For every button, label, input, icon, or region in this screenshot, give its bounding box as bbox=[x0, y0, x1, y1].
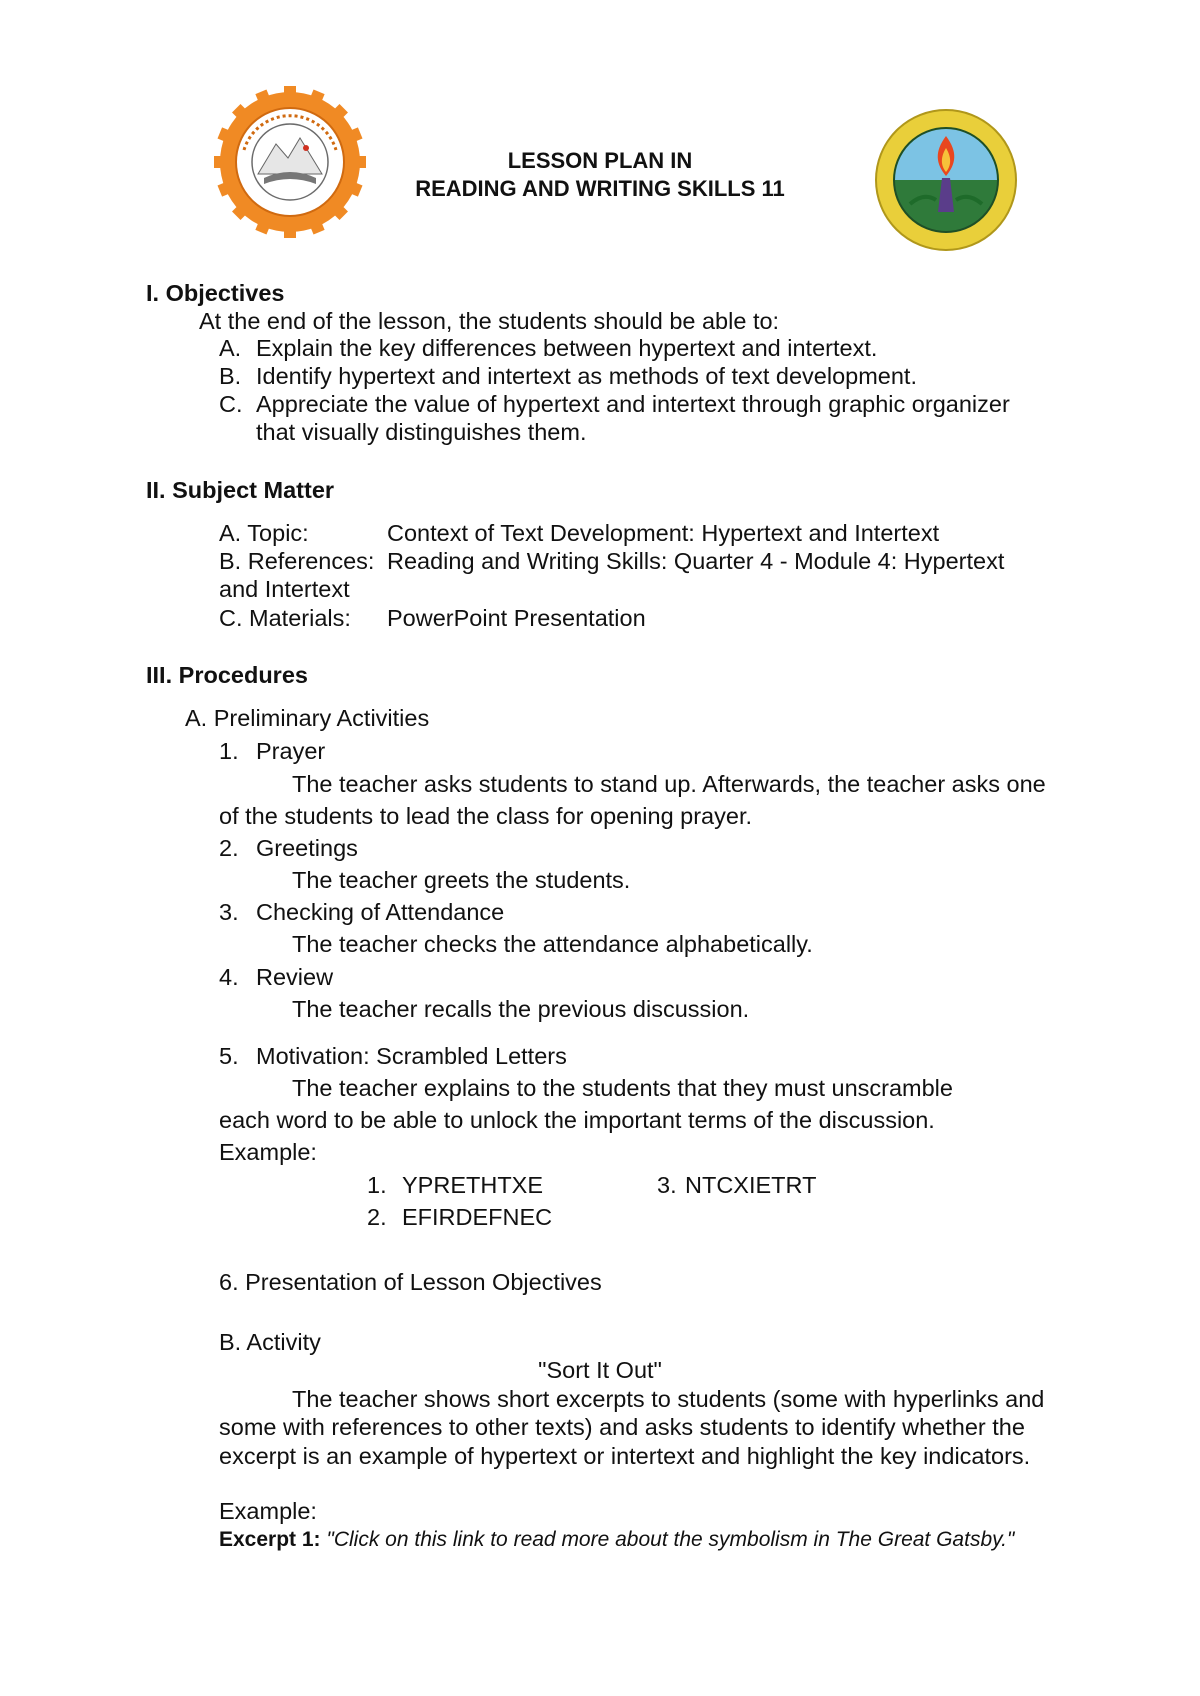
step-description: The teacher recalls the previous discussion. bbox=[292, 996, 750, 1022]
references-value: Reading and Writing Skills: Quarter 4 - Module 4: Hypertext bbox=[387, 548, 1005, 574]
step-number: 3. bbox=[219, 899, 239, 925]
step-title: Checking of Attendance bbox=[256, 899, 505, 925]
step-title: Greetings bbox=[256, 835, 358, 861]
step-description: The teacher greets the students. bbox=[292, 867, 631, 893]
objective-text-continued: that visually distinguishes them. bbox=[256, 419, 587, 445]
step-number: 5. bbox=[219, 1043, 239, 1069]
objectives-heading: I. Objectives bbox=[146, 280, 285, 306]
activity-example-label: Example: bbox=[219, 1498, 317, 1524]
subject-matter-heading: II. Subject Matter bbox=[146, 477, 335, 503]
topic-value: Context of Text Development: Hypertext and Intertext bbox=[387, 520, 940, 546]
excerpt-1-label: Excerpt 1: bbox=[219, 1528, 321, 1551]
procedures-heading: III. Procedures bbox=[146, 662, 308, 688]
excerpt-1-text: "Click on this link to read more about the symbolism in The Great Gatsby." bbox=[326, 1528, 1015, 1551]
step-description-continued: each word to be able to unlock the important terms of the discussion. bbox=[219, 1107, 935, 1133]
topic-label: A. Topic: bbox=[219, 520, 309, 546]
scrambled-word: EFIRDEFNEC bbox=[402, 1204, 553, 1230]
materials-value: PowerPoint Presentation bbox=[387, 605, 646, 631]
step-6: 6. Presentation of Lesson Objectives bbox=[219, 1269, 602, 1295]
activity-description: some with references to other texts) and asks students to identify whether the bbox=[219, 1414, 1025, 1440]
objective-marker: A. bbox=[219, 335, 242, 361]
step-title: Prayer bbox=[256, 738, 326, 764]
step-description-continued: of the students to lead the class for opening prayer. bbox=[219, 803, 753, 829]
excerpt-1 bbox=[219, 1529, 1014, 1550]
activity-heading: B. Activity bbox=[219, 1329, 321, 1355]
objective-marker: B. bbox=[219, 363, 242, 389]
objective-marker: C. bbox=[219, 391, 243, 417]
example-label: Example: bbox=[219, 1139, 317, 1165]
objective-text: Appreciate the value of hypertext and intertext through graphic organizer bbox=[256, 391, 1010, 417]
step-number: 1. bbox=[219, 738, 239, 764]
scrambled-number: 1. bbox=[367, 1172, 387, 1198]
title-line-2: READING AND WRITING SKILLS 11 bbox=[415, 176, 785, 201]
objective-text: Identify hypertext and intertext as methods of text development. bbox=[256, 363, 917, 389]
objective-text: Explain the key differences between hypertext and intertext. bbox=[256, 335, 878, 361]
step-title: Review bbox=[256, 964, 334, 990]
title-line-1: LESSON PLAN IN bbox=[507, 148, 693, 173]
scrambled-word: NTCXIETRT bbox=[685, 1172, 817, 1198]
preliminary-activities: A. Preliminary Activities bbox=[185, 705, 430, 731]
step-description: The teacher explains to the students that they must unscramble bbox=[292, 1075, 953, 1101]
scrambled-number: 3. bbox=[657, 1172, 677, 1198]
step-description: The teacher checks the attendance alphabetically. bbox=[292, 931, 813, 957]
step-number: 4. bbox=[219, 964, 239, 990]
activity-description: The teacher shows short excerpts to students (some with hyperlinks and bbox=[292, 1386, 1045, 1412]
references-value-continued: and Intertext bbox=[219, 576, 350, 602]
step-number: 2. bbox=[219, 835, 239, 861]
activity-title: "Sort It Out" bbox=[538, 1357, 662, 1383]
scrambled-number: 2. bbox=[367, 1204, 387, 1230]
activity-description: excerpt is an example of hypertext or intertext and highlight the key indicators. bbox=[219, 1443, 1031, 1469]
objectives-intro: At the end of the lesson, the students should be able to: bbox=[199, 308, 780, 334]
step-title: Motivation: Scrambled Letters bbox=[256, 1043, 567, 1069]
references-label: B. References: bbox=[219, 548, 375, 574]
scrambled-word: YPRETHTXE bbox=[402, 1172, 544, 1198]
step-description: The teacher asks students to stand up. Afterwards, the teacher asks one bbox=[292, 771, 1046, 797]
materials-label: C. Materials: bbox=[219, 605, 351, 631]
